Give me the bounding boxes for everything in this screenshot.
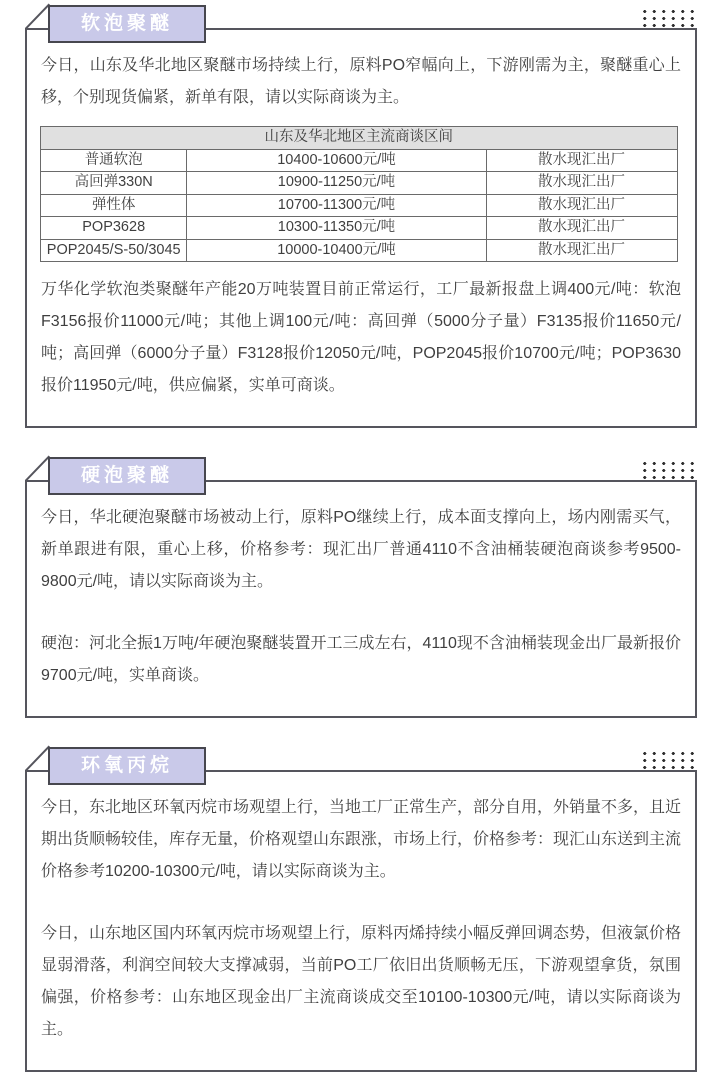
- badge-ribbon-line: [25, 4, 50, 30]
- dots-grid-decoration: [638, 459, 695, 480]
- terms-cell: 散水现汇出厂: [486, 172, 677, 195]
- badge-ribbon-line: [25, 456, 50, 482]
- paragraph: 硬泡：河北全振1万吨/年硬泡聚醚装置开工三成左右，4110现不含油桶装现金出厂最新报价9700元/吨，实单商谈。: [41, 635, 681, 685]
- product-cell: POP3628: [41, 217, 187, 240]
- badge-ribbon-line: [25, 746, 50, 772]
- paragraph: 今日，东北地区环氧丙烷市场观望上行，当地工厂正常生产，部分自用，外销量不多，且近期出货顺畅较佳，库存无量，价格观望山东跟涨，市场上行，价格参考：现汇山东送到主流价格参考10200-10300元/吨，请以实际商谈为主。: [41, 799, 682, 881]
- terms-cell: 散水现汇出厂: [486, 194, 677, 217]
- table-row: [41, 194, 678, 217]
- table-title: 山东及华北地区主流商谈区间: [41, 127, 678, 150]
- table-row: [41, 217, 678, 240]
- product-cell: 弹性体: [41, 194, 187, 217]
- section-propylene-oxide: [25, 755, 697, 1072]
- terms-cell: 散水现汇出厂: [486, 149, 677, 172]
- dots-grid-decoration: [638, 749, 695, 770]
- price-table: [40, 126, 678, 262]
- section-title: 硬泡聚醚: [80, 465, 173, 487]
- section-badge: [48, 457, 206, 495]
- section-rigid-foam-polyether: [25, 465, 697, 718]
- paragraph: 今日，山东及华北地区聚醚市场持续上行，原料PO窄幅向上，下游刚需为主，聚醚重心上移，个别现货偏紧，新单有限，请以实际商谈为主。: [41, 57, 681, 106]
- dots-grid-decoration: [638, 7, 695, 28]
- table-row: [41, 239, 678, 262]
- section-title: 环氧丙烷: [80, 755, 173, 777]
- terms-cell: 散水现汇出厂: [486, 239, 677, 262]
- paragraph: 今日，山东地区国内环氧丙烷市场观望上行，原料丙烯持续小幅反弹回调态势，但液氯价格显弱滑落，利润空间较大支撑减弱，当前PO工厂依旧出货顺畅无压，下游观望拿货，氛围偏强，价格参考：山东地区现金出厂主流商谈成交至10100-10300元/吨，请以实际商谈为主。: [41, 925, 682, 1039]
- product-cell: 高回弹330N: [41, 172, 187, 195]
- product-cell: 普通软泡: [41, 149, 187, 172]
- section-badge: [48, 5, 206, 43]
- terms-cell: 散水现汇出厂: [486, 217, 677, 240]
- table-row: [41, 172, 678, 195]
- paragraph: 今日，华北硬泡聚醚市场被动上行，原料PO继续上行，成本面支撑向上，场内刚需买气，新单跟进有限，重心上移，价格参考：现汇出厂普通4110不含油桶装硬泡商谈参考9500-9800元/吨，请以实际商谈为主。: [41, 509, 681, 591]
- price-range-cell: 10700-11300元/吨: [187, 194, 486, 217]
- table-row: [41, 149, 678, 172]
- section-title: 软泡聚醚: [80, 13, 173, 34]
- section-badge: [48, 747, 206, 785]
- paragraph: 万华化学软泡类聚醚年产能20万吨装置目前正常运行，工厂最新报盘上调400元/吨：软泡F3156报价11000元/吨；其他上调100元/吨：高回弹（5000分子量）F3135报价11650元/吨；高回弹（6000分子量）F3128报价12050元/吨，POP2045报价10700元/吨；POP3630报价11950元/吨，供应偏紧，实单可商谈。: [41, 281, 681, 395]
- price-range-cell: 10300-11350元/吨: [187, 217, 486, 240]
- section-soft-foam-polyether: [25, 13, 697, 428]
- price-range-cell: 10400-10600元/吨: [187, 149, 486, 172]
- product-cell: POP2045/S-50/3045: [41, 239, 187, 262]
- price-range-cell: 10000-10400元/吨: [187, 239, 486, 262]
- table-header-row: [41, 127, 678, 150]
- price-range-cell: 10900-11250元/吨: [187, 172, 486, 195]
